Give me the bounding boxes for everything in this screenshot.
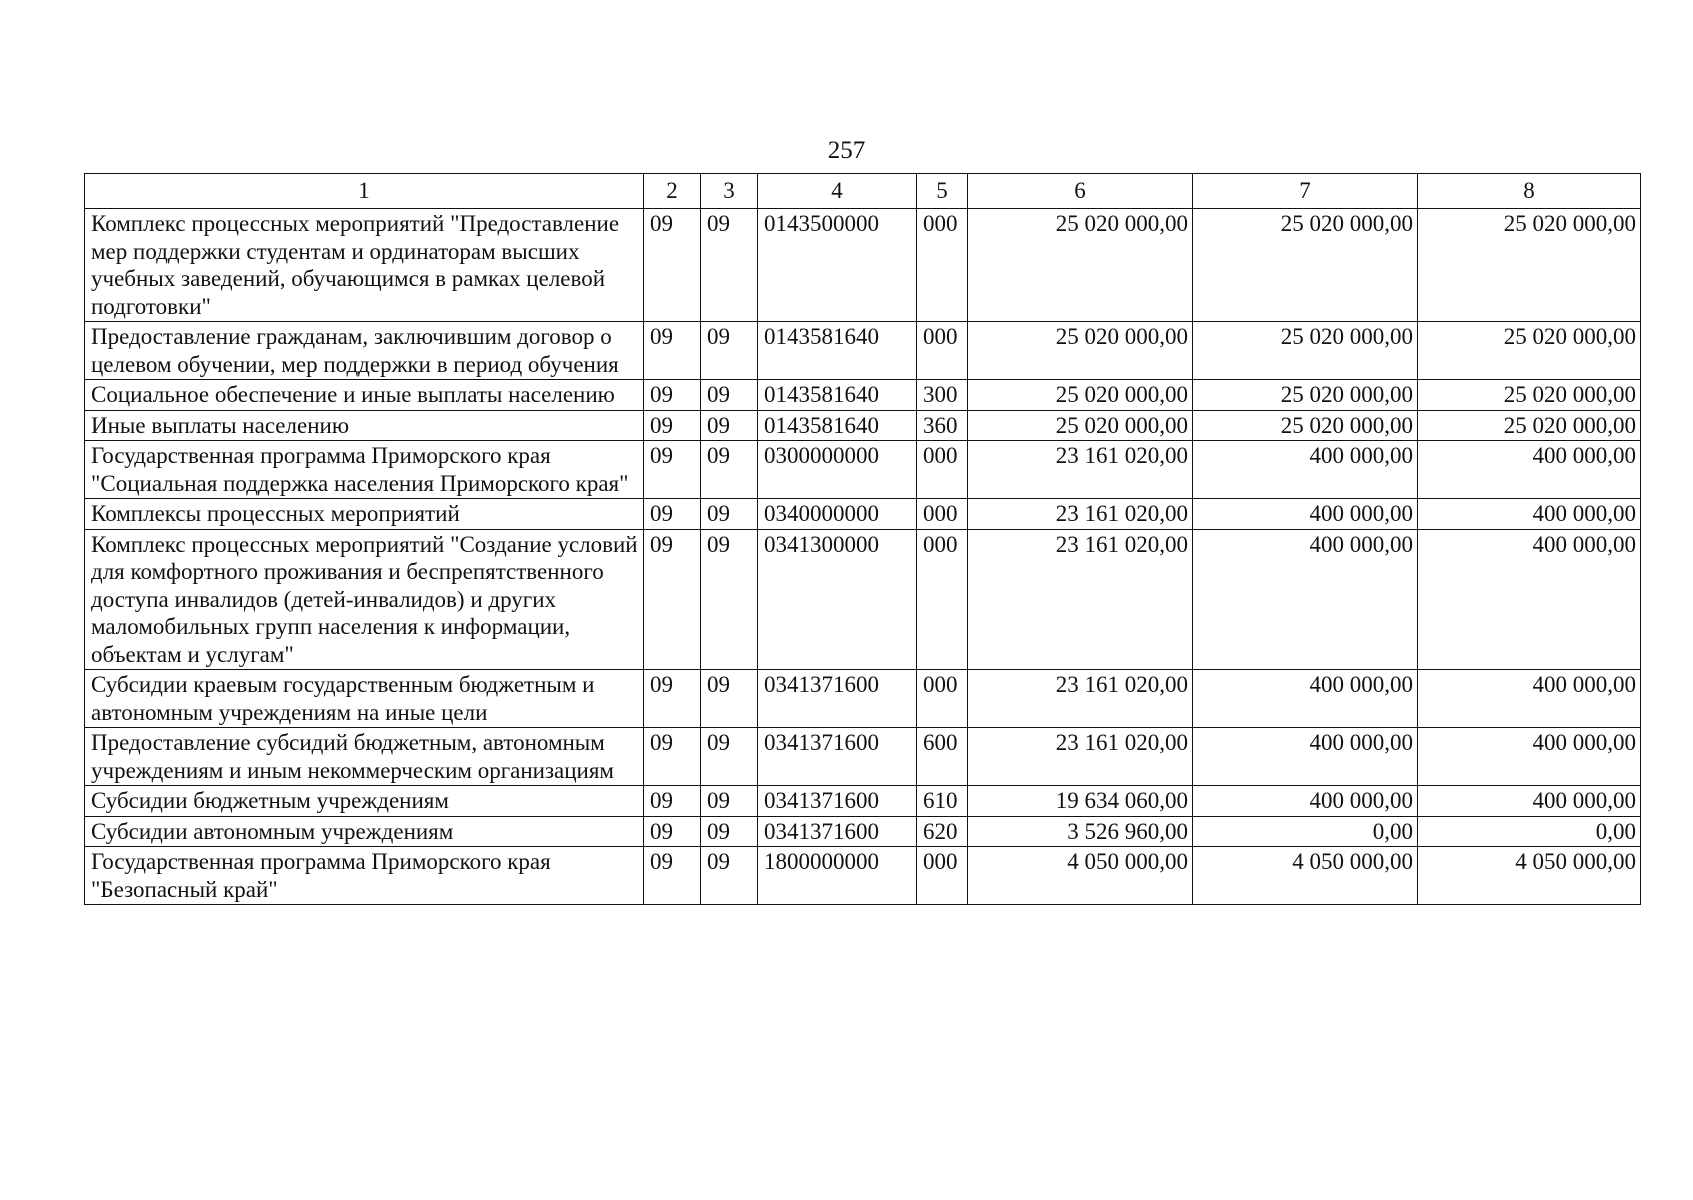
row-subsection-code: 09 [701,847,758,905]
row-subsection-code: 09 [701,322,758,380]
row-amount-col7: 25 020 000,00 [1193,380,1418,411]
row-subsection-code: 09 [701,786,758,817]
row-name: Комплекс процессных мероприятий "Предоставление мер поддержки студентам и ординаторам высших учебных заведений, обучающимся в рамках целевой подготовки" [85,209,644,322]
row-subsection-code: 09 [701,209,758,322]
row-amount-col8: 25 020 000,00 [1418,380,1641,411]
row-subsection-code: 09 [701,728,758,786]
row-amount-col8: 400 000,00 [1418,499,1641,530]
row-expense-type-code: 000 [917,209,968,322]
row-expense-type-code: 000 [917,499,968,530]
row-target-article-code: 0300000000 [758,441,917,499]
row-amount-col6: 23 161 020,00 [968,529,1193,670]
budget-table [84,173,1641,905]
column-header: 8 [1418,174,1641,209]
table-row [85,322,1641,380]
row-section-code: 09 [644,529,701,670]
row-section-code: 09 [644,410,701,441]
row-amount-col8: 0,00 [1418,816,1641,847]
row-subsection-code: 09 [701,816,758,847]
row-name: Комплексы процессных мероприятий [85,499,644,530]
page-number: 257 [827,137,866,164]
row-subsection-code: 09 [701,670,758,728]
row-target-article-code: 0143581640 [758,322,917,380]
row-section-code: 09 [644,380,701,411]
row-amount-col8: 400 000,00 [1418,786,1641,817]
row-amount-col6: 23 161 020,00 [968,728,1193,786]
row-name: Иные выплаты населению [85,410,644,441]
column-header: 7 [1193,174,1418,209]
row-amount-col6: 23 161 020,00 [968,499,1193,530]
row-target-article-code: 0340000000 [758,499,917,530]
row-subsection-code: 09 [701,380,758,411]
row-section-code: 09 [644,847,701,905]
row-name: Предоставление субсидий бюджетным, автономным учреждениям и иным некоммерческим организациям [85,728,644,786]
row-target-article-code: 0341300000 [758,529,917,670]
row-expense-type-code: 360 [917,410,968,441]
row-amount-col6: 25 020 000,00 [968,322,1193,380]
table-row [85,816,1641,847]
row-name: Субсидии бюджетным учреждениям [85,786,644,817]
table-row [85,670,1641,728]
row-name: Субсидии краевым государственным бюджетным и автономным учреждениям на иные цели [85,670,644,728]
row-subsection-code: 09 [701,499,758,530]
table-row [85,786,1641,817]
row-section-code: 09 [644,322,701,380]
row-expense-type-code: 620 [917,816,968,847]
column-header: 6 [968,174,1193,209]
row-amount-col7: 0,00 [1193,816,1418,847]
row-name: Государственная программа Приморского края "Безопасный край" [85,847,644,905]
row-amount-col8: 400 000,00 [1418,441,1641,499]
row-target-article-code: 1800000000 [758,847,917,905]
row-expense-type-code: 000 [917,670,968,728]
row-amount-col7: 400 000,00 [1193,670,1418,728]
row-amount-col8: 400 000,00 [1418,529,1641,670]
row-amount-col6: 23 161 020,00 [968,441,1193,499]
row-section-code: 09 [644,728,701,786]
row-subsection-code: 09 [701,529,758,670]
row-name: Социальное обеспечение и иные выплаты населению [85,380,644,411]
row-target-article-code: 0341371600 [758,816,917,847]
row-amount-col8: 25 020 000,00 [1418,410,1641,441]
row-amount-col6: 4 050 000,00 [968,847,1193,905]
row-subsection-code: 09 [701,410,758,441]
column-header: 1 [85,174,644,209]
row-section-code: 09 [644,670,701,728]
table-row [85,380,1641,411]
row-amount-col7: 25 020 000,00 [1193,410,1418,441]
row-expense-type-code: 000 [917,322,968,380]
row-amount-col6: 25 020 000,00 [968,380,1193,411]
row-expense-type-code: 300 [917,380,968,411]
row-amount-col7: 25 020 000,00 [1193,209,1418,322]
row-amount-col6: 19 634 060,00 [968,786,1193,817]
row-amount-col8: 25 020 000,00 [1418,322,1641,380]
row-amount-col6: 23 161 020,00 [968,670,1193,728]
row-expense-type-code: 600 [917,728,968,786]
row-target-article-code: 0143581640 [758,410,917,441]
row-target-article-code: 0143581640 [758,380,917,411]
row-amount-col7: 400 000,00 [1193,441,1418,499]
row-amount-col6: 3 526 960,00 [968,816,1193,847]
row-target-article-code: 0143500000 [758,209,917,322]
table-row [85,847,1641,905]
row-amount-col7: 4 050 000,00 [1193,847,1418,905]
row-section-code: 09 [644,816,701,847]
row-section-code: 09 [644,786,701,817]
row-name: Субсидии автономным учреждениям [85,816,644,847]
row-name: Государственная программа Приморского края "Социальная поддержка населения Приморского края" [85,441,644,499]
row-amount-col8: 25 020 000,00 [1418,209,1641,322]
table-row [85,728,1641,786]
row-expense-type-code: 000 [917,847,968,905]
row-section-code: 09 [644,441,701,499]
column-header: 2 [644,174,701,209]
row-name: Предоставление гражданам, заключившим договор о целевом обучении, мер поддержки в период обучения [85,322,644,380]
row-subsection-code: 09 [701,441,758,499]
row-expense-type-code: 000 [917,529,968,670]
table-row [85,441,1641,499]
row-target-article-code: 0341371600 [758,786,917,817]
table-row [85,529,1641,670]
row-amount-col7: 25 020 000,00 [1193,322,1418,380]
row-amount-col6: 25 020 000,00 [968,410,1193,441]
row-amount-col8: 4 050 000,00 [1418,847,1641,905]
row-amount-col6: 25 020 000,00 [968,209,1193,322]
column-header: 3 [701,174,758,209]
table-row [85,499,1641,530]
row-expense-type-code: 610 [917,786,968,817]
row-section-code: 09 [644,209,701,322]
column-header: 4 [758,174,917,209]
row-amount-col8: 400 000,00 [1418,670,1641,728]
row-amount-col7: 400 000,00 [1193,728,1418,786]
row-target-article-code: 0341371600 [758,728,917,786]
row-expense-type-code: 000 [917,441,968,499]
row-amount-col7: 400 000,00 [1193,786,1418,817]
row-name: Комплекс процессных мероприятий "Создание условий для комфортного проживания и беспрепятственного доступа инвалидов (детей-инвалидов) и других маломобильных групп населения к информации, объектам и услугам" [85,529,644,670]
row-amount-col7: 400 000,00 [1193,529,1418,670]
row-target-article-code: 0341371600 [758,670,917,728]
row-amount-col7: 400 000,00 [1193,499,1418,530]
row-section-code: 09 [644,499,701,530]
table-row [85,209,1641,322]
row-amount-col8: 400 000,00 [1418,728,1641,786]
table-body [85,209,1641,905]
table-row [85,410,1641,441]
column-header: 5 [917,174,968,209]
column-number-row [85,174,1641,209]
